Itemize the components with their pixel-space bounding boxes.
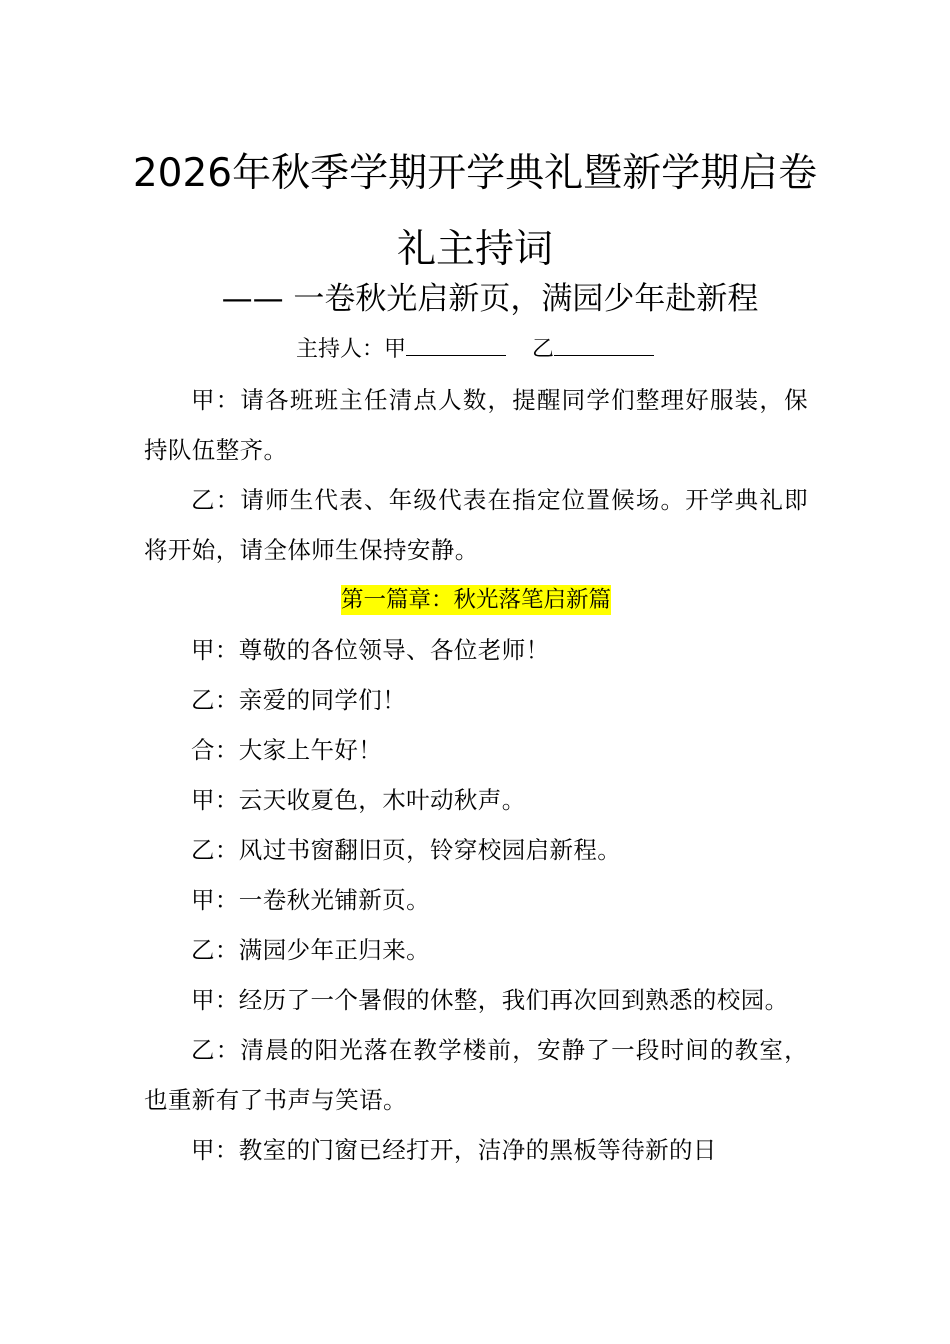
paragraph: 乙：请师生代表、年级代表在指定位置候场。开学典礼即将开始，请全体师生保持安静。 (144, 486, 808, 564)
paragraph: 甲：请各班班主任清点人数，提醒同学们整理好服装，保持队伍整齐。 (144, 386, 808, 464)
hosts-label: 主持人：甲 (295, 337, 406, 362)
hosts-line (200, 333, 750, 367)
host-b-label: 乙 (532, 337, 555, 362)
document-body (144, 375, 808, 1175)
paragraph: 甲：一卷秋光铺新页。 (191, 886, 430, 914)
document-subtitle: —— 一卷秋光启新页，满园少年赴新程 (221, 281, 759, 317)
paragraph: 甲：尊敬的各位领导、各位老师！ (191, 636, 550, 664)
host-b-blank (554, 333, 654, 356)
paragraph: 乙：亲爱的同学们！ (191, 686, 407, 714)
section-heading (144, 575, 808, 625)
paragraph: 甲：教室的门窗已经打开，洁净的黑板等待新的日 (191, 1136, 717, 1164)
paragraph: 乙：风过书窗翻旧页，铃穿校园启新程。 (191, 836, 622, 864)
paragraph: 甲：云天收夏色，木叶动秋声。 (191, 786, 526, 814)
document-title: 2026年秋季学期开学典礼暨新学期启卷礼主持词 (132, 151, 818, 272)
paragraph: 乙：满园少年正归来。 (191, 936, 430, 964)
section-heading-text: 第一篇章：秋光落笔启新篇 (340, 587, 611, 613)
paragraph: 合：大家上午好！ (191, 736, 383, 764)
host-a-blank (406, 333, 506, 356)
paragraph: 乙：清晨的阳光落在教学楼前，安静了一段时间的教室，也重新有了书声与笑语。 (144, 1036, 808, 1114)
paragraph: 甲：经历了一个暑假的休整，我们再次回到熟悉的校园。 (191, 986, 789, 1014)
